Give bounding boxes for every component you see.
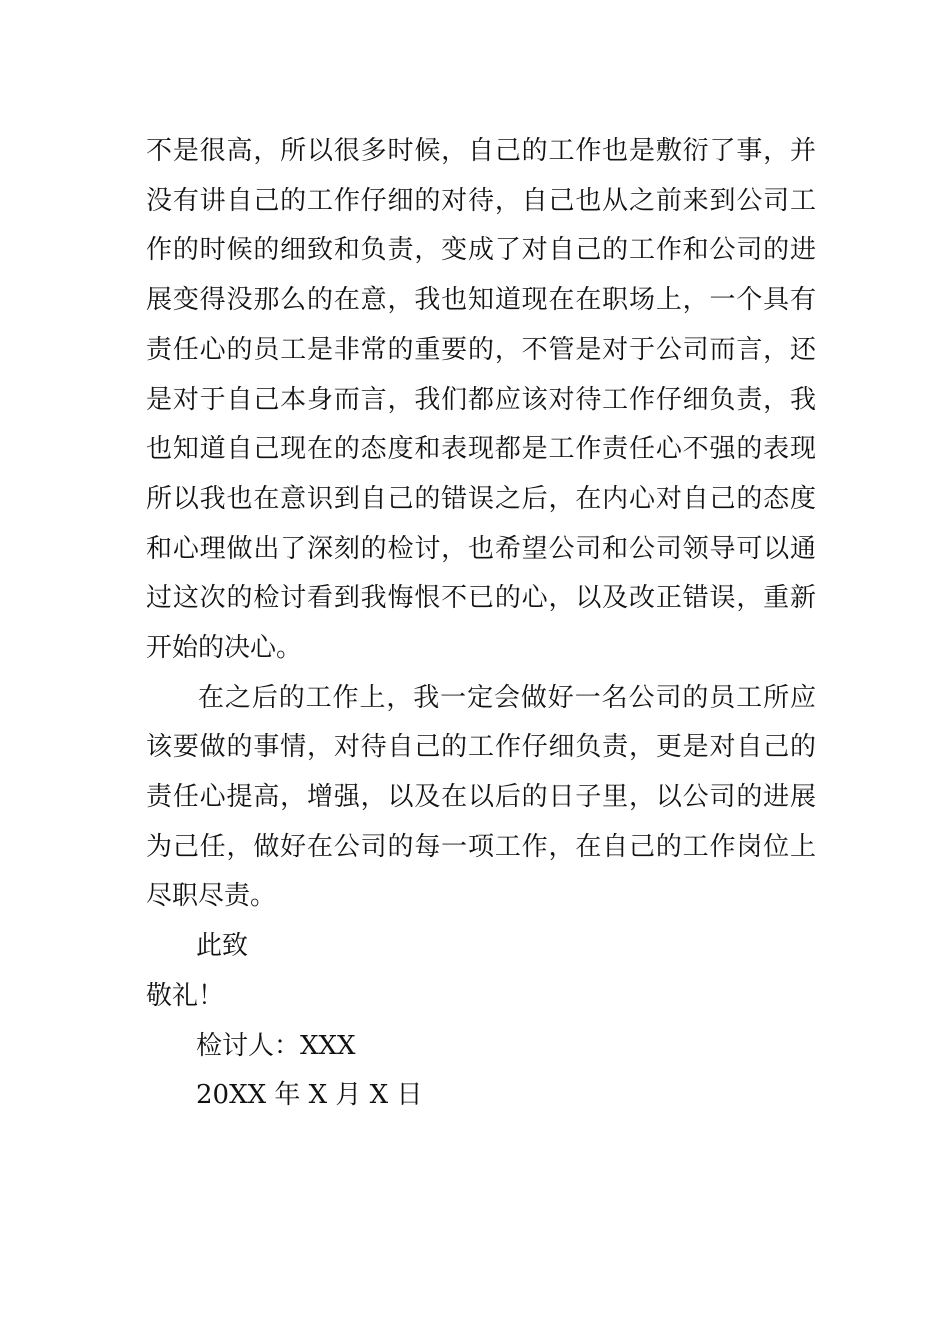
salutation-jing-li: 敬礼！ [146,981,225,1011]
paragraph-line: 该要做的事情，对待自己的工作仔细负责，更是对自己的 [146,732,816,762]
paragraph-line: 和心理做出了深刻的检讨，也希望公司和公司领导可以通 [146,534,816,564]
date: 20XX 年 X 月 X 日 [196,1080,423,1110]
paragraph-line: 过这次的检讨看到我悔恨不已的心，以及改正错误，重新 [146,583,816,613]
paragraph-line: 尽职尽责。 [146,881,277,911]
paragraph-line: 责任心的员工是非常的重要的，不管是对于公司而言，还 [146,335,816,365]
paragraph-line: 开始的决心。 [146,633,303,663]
paragraph-line: 为己任，做好在公司的每一项工作，在自己的工作岗位上 [146,832,816,862]
paragraph-line: 没有讲自己的工作仔细的对待，自己也从之前来到公司工 [146,186,816,216]
paragraph-line: 不是很高，所以很多时候，自己的工作也是敷衍了事，并 [146,136,816,166]
paragraph-line: 也知道自己现在的态度和表现都是工作责任心不强的表现 [146,434,816,464]
signer: 检讨人：XXX [196,1031,356,1061]
paragraph-line: 责任心提高，增强，以及在以后的日子里，以公司的进展 [146,782,816,812]
salutation-ci-zhi: 此致 [196,931,249,961]
paragraph-line: 在之后的工作上，我一定会做好一名公司的员工所应 [198,683,816,713]
paragraph-line: 是对于自己本身而言，我们都应该对待工作仔细负责，我 [146,385,816,415]
paragraph-line: 展变得没那么的在意，我也知道现在在职场上，一个具有 [146,285,816,315]
paragraph-line: 所以我也在意识到自己的错误之后，在内心对自己的态度 [146,484,816,514]
paragraph-line: 作的时候的细致和负责，变成了对自己的工作和公司的进 [146,235,816,265]
